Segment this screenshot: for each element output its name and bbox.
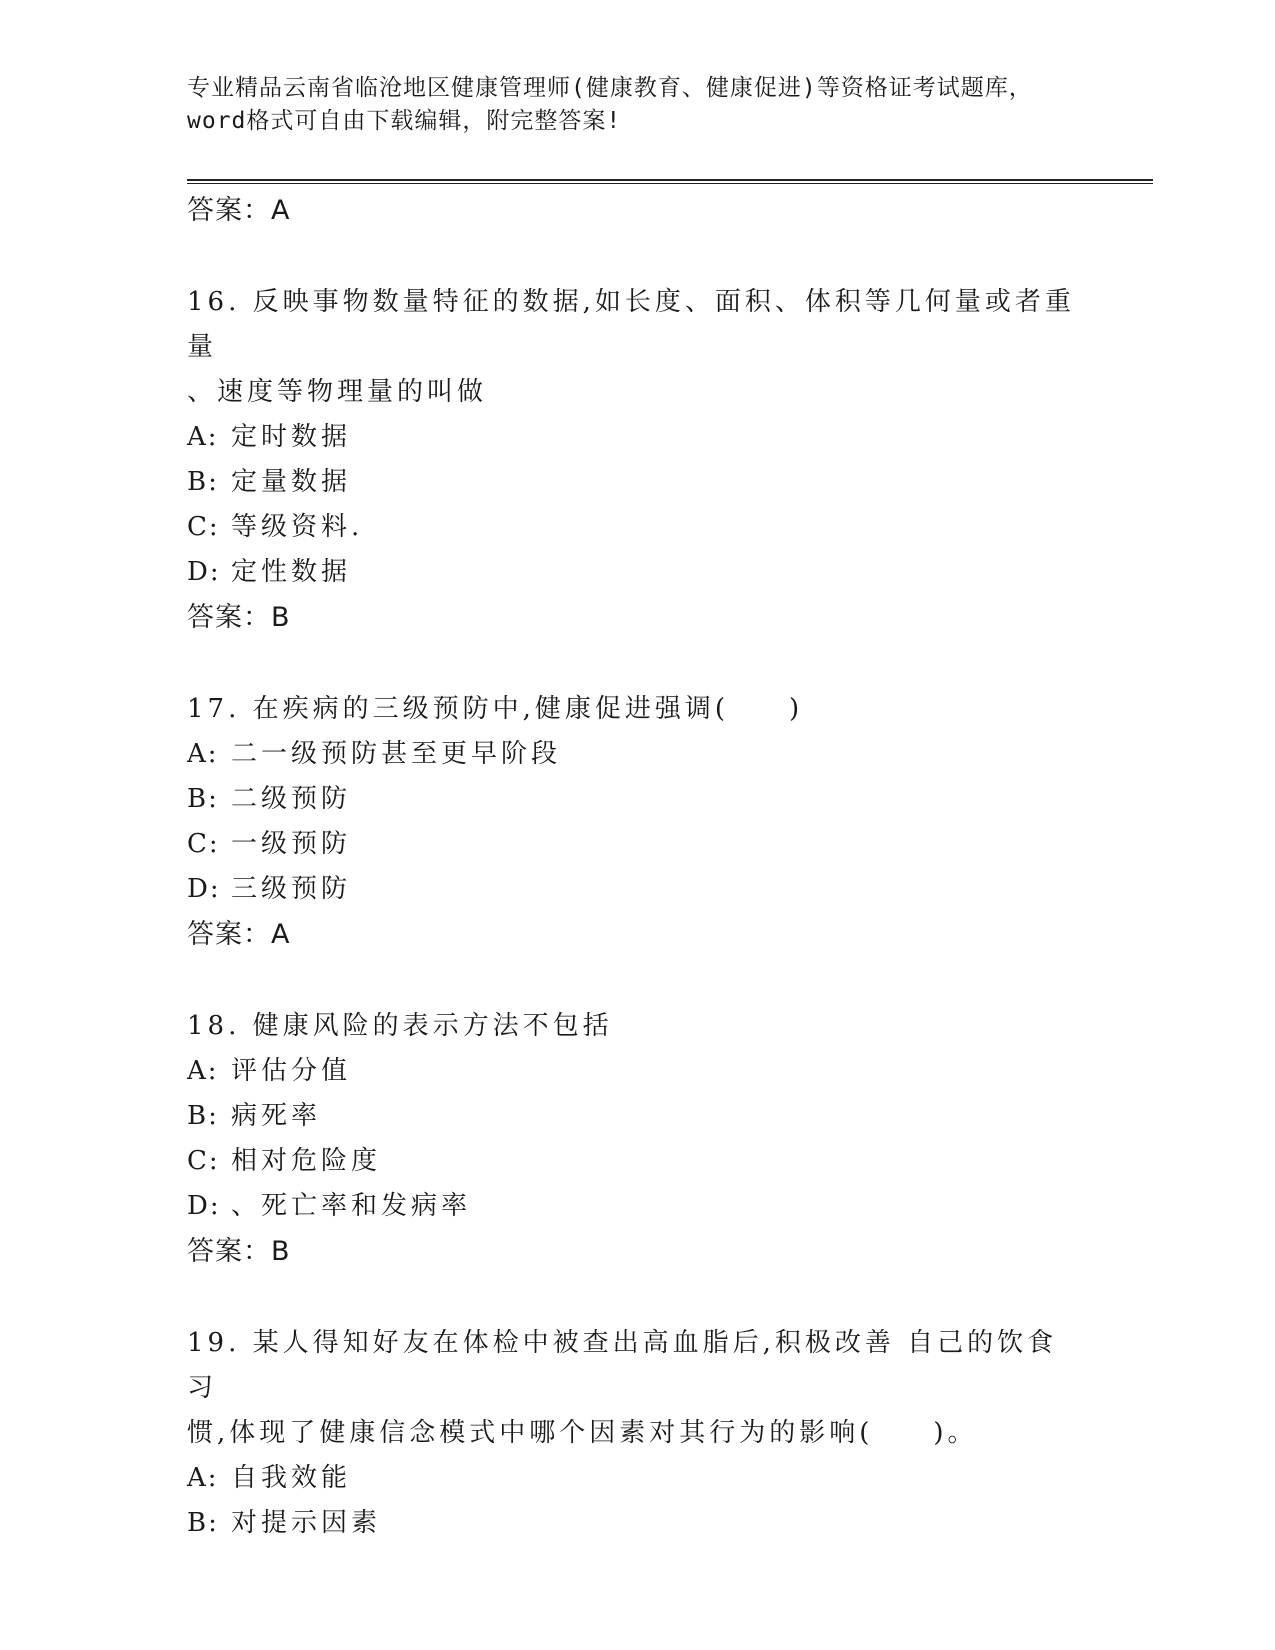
option-text: 对提示因素: [231, 1508, 382, 1538]
option-text: 定时数据: [231, 422, 352, 452]
question-stem-continued: 、速度等物理量的叫做: [187, 377, 488, 407]
header-line-1: 专业精品云南省临沧地区健康管理师(健康教育、健康促进)等资格证考试题库，: [187, 75, 1033, 101]
answer-label: 答案：A: [187, 195, 291, 226]
option-d: [187, 867, 1087, 912]
question-list: [187, 188, 1087, 1546]
option-letter: A:: [187, 422, 219, 452]
option-letter: B:: [187, 784, 219, 814]
option-letter: B:: [187, 1508, 219, 1538]
option-letter: A:: [187, 1056, 219, 1086]
option-text: 一级预防: [231, 829, 352, 859]
header-line-2: word格式可自由下载编辑，附完整答案!: [187, 108, 622, 134]
option-text: 等级资料.: [231, 512, 364, 542]
header-divider: [187, 179, 1153, 181]
option-d: [187, 550, 1087, 595]
option-letter: A:: [187, 1463, 219, 1493]
question-stem-continued: 惯,体现了健康信念模式中哪个因素对其行为的影响( )。: [187, 1418, 978, 1448]
option-a: [187, 732, 1087, 777]
header-divider-thin: [187, 183, 1153, 184]
option-b: [187, 777, 1087, 822]
question-16: [187, 280, 1087, 641]
option-a: [187, 1049, 1087, 1094]
option-letter: C:: [187, 512, 220, 542]
option-text: 定性数据: [231, 557, 352, 587]
question-18: [187, 1004, 1087, 1275]
answer-label: 答案：B: [187, 602, 291, 633]
option-c: [187, 1139, 1087, 1184]
option-letter: D:: [187, 1191, 221, 1221]
question-19: [187, 1321, 1087, 1546]
option-text: 二一级预防甚至更早阶段: [231, 739, 562, 769]
option-letter: A:: [187, 739, 219, 769]
option-text: 病死率: [231, 1101, 322, 1131]
option-a: [187, 1456, 1087, 1501]
answer-label: 答案：A: [187, 919, 291, 950]
option-text: 二级预防: [231, 784, 352, 814]
option-text: 、死亡率和发病率: [231, 1191, 472, 1221]
option-letter: B:: [187, 467, 219, 497]
question-stem: 19. 某人得知好友在体检中被查出高血脂后,积极改善 自己的饮食习: [187, 1328, 1058, 1403]
option-b: [187, 460, 1087, 505]
option-letter: D:: [187, 557, 221, 587]
option-text: 相对危险度: [231, 1146, 382, 1176]
option-a: [187, 415, 1087, 460]
question-stem: 17. 在疾病的三级预防中,健康促进强调( ): [187, 694, 804, 724]
option-text: 定量数据: [231, 467, 352, 497]
option-text: 三级预防: [231, 874, 352, 904]
option-text: 自我效能: [231, 1463, 352, 1493]
question-stem: 18. 健康风险的表示方法不包括: [187, 1011, 613, 1041]
document-header: [187, 72, 1087, 138]
option-b: [187, 1094, 1087, 1139]
question-17: [187, 687, 1087, 958]
option-d: [187, 1184, 1087, 1229]
answer-label: 答案：B: [187, 1236, 291, 1267]
option-letter: B:: [187, 1101, 219, 1131]
option-letter: C:: [187, 1146, 220, 1176]
option-letter: C:: [187, 829, 220, 859]
option-c: [187, 505, 1087, 550]
option-c: [187, 822, 1087, 867]
option-text: 评估分值: [231, 1056, 352, 1086]
question-stem: 16. 反映事物数量特征的数据,如长度、面积、体积等几何量或者重量: [187, 287, 1075, 362]
option-letter: D:: [187, 874, 221, 904]
option-b: [187, 1501, 1087, 1546]
